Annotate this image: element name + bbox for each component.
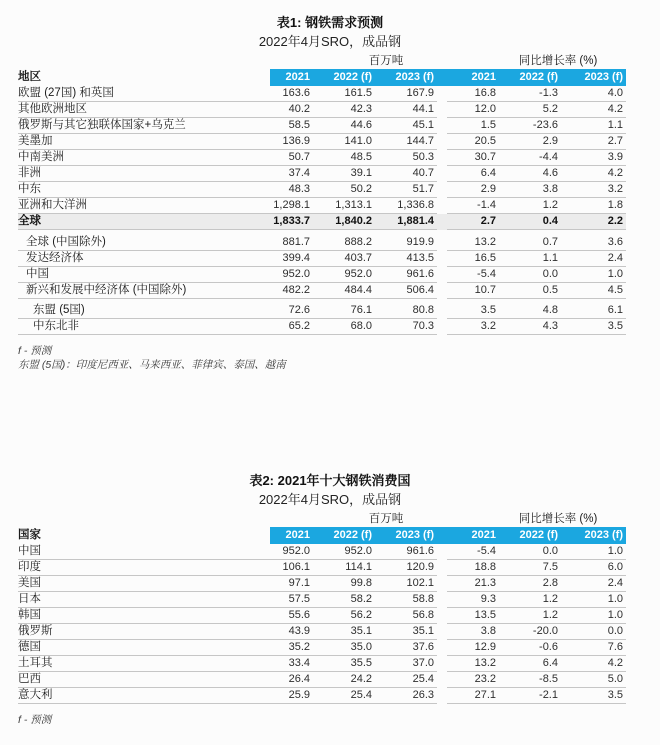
row-label: 亚洲和大洋洲 — [18, 198, 251, 214]
cell-value: 141.0 — [313, 134, 375, 150]
column-group-gutter — [437, 134, 447, 150]
cell-value: 881.7 — [251, 235, 313, 251]
cell-value: 65.2 — [251, 319, 313, 335]
cell-value: 33.4 — [251, 656, 313, 672]
column-group-gutter — [437, 102, 447, 118]
cell-value: 37.0 — [375, 656, 437, 672]
row-label: 全球 (中国除外) — [18, 235, 251, 251]
cell-value: 6.0 — [561, 560, 626, 576]
column-group-gutter — [437, 267, 447, 283]
cell-value: 1.8 — [561, 198, 626, 214]
cell-value: 26.3 — [375, 688, 437, 704]
cell-value: 35.1 — [375, 624, 437, 640]
row-label: 俄罗斯 — [18, 624, 251, 640]
cell-value: -1.3 — [499, 86, 561, 102]
table1-title: 表1: 钢铁需求预测 — [276, 15, 384, 30]
cell-value: 3.5 — [561, 688, 626, 704]
yoy-growth-group-label: 同比增长率 (%) — [518, 55, 598, 67]
cell-value: 0.5 — [499, 283, 561, 299]
asean-definition-footnote: 东盟 (5国)：印度尼西亚、马来西亚、菲律宾、泰国、越南 — [18, 358, 286, 371]
column-header-2023f-mt: 2023 (f) — [395, 529, 434, 541]
column-group-gutter — [437, 576, 447, 592]
table-row — [18, 86, 626, 102]
row-label: 东盟 (5国) — [18, 303, 251, 319]
cell-value: 27.1 — [447, 688, 499, 704]
cell-value: 4.2 — [561, 102, 626, 118]
forecast-footnote: f - 预测 — [18, 345, 52, 357]
row-header-label: 地区 — [18, 71, 41, 83]
cell-value: 25.4 — [375, 672, 437, 688]
cell-value: 952.0 — [313, 267, 375, 283]
cell-value: 120.9 — [375, 560, 437, 576]
column-header-2022f-mt: 2022 (f) — [333, 71, 372, 83]
table-row — [18, 544, 626, 560]
cell-value: -2.1 — [499, 688, 561, 704]
cell-value: 55.6 — [251, 608, 313, 624]
cell-value: 12.9 — [447, 640, 499, 656]
cell-value: 97.1 — [251, 576, 313, 592]
cell-value: 44.6 — [313, 118, 375, 134]
row-label: 日本 — [18, 592, 251, 608]
table2-title: 表2: 2021年十大钢铁消费国 — [249, 473, 411, 488]
cell-value: 4.2 — [561, 656, 626, 672]
row-header-label: 国家 — [18, 529, 41, 541]
cell-value: 13.2 — [447, 235, 499, 251]
row-label: 中东北非 — [18, 319, 251, 335]
cell-value: 399.4 — [251, 251, 313, 267]
cell-value: 1.1 — [499, 251, 561, 267]
cell-value: 5.2 — [499, 102, 561, 118]
table-row — [18, 235, 626, 251]
cell-value: 42.3 — [313, 102, 375, 118]
cell-value: 50.2 — [313, 182, 375, 198]
cell-value: 35.0 — [313, 640, 375, 656]
cell-value: 56.2 — [313, 608, 375, 624]
cell-value: 3.5 — [447, 303, 499, 319]
column-header-2021-pct: 2021 — [471, 529, 496, 541]
cell-value: 506.4 — [375, 283, 437, 299]
cell-value: 80.8 — [375, 303, 437, 319]
cell-value: 6.4 — [447, 166, 499, 182]
cell-value: 1,298.1 — [251, 198, 313, 214]
cell-value: 9.3 — [447, 592, 499, 608]
column-group-gutter — [437, 592, 447, 608]
cell-value: 952.0 — [251, 267, 313, 283]
table1-column-header-row — [18, 69, 626, 86]
cell-value: 12.0 — [447, 102, 499, 118]
table-row — [18, 150, 626, 166]
column-group-gutter — [437, 251, 447, 267]
column-header-2022f-pct: 2022 (f) — [519, 71, 558, 83]
cell-value: 16.5 — [447, 251, 499, 267]
column-group-gutter — [437, 640, 447, 656]
column-group-gutter — [437, 198, 447, 214]
column-group-gutter — [437, 688, 447, 704]
column-group-gutter — [437, 608, 447, 624]
cell-value: 0.0 — [499, 267, 561, 283]
table-row — [18, 166, 626, 182]
cell-value: 1,833.7 — [251, 214, 313, 230]
cell-value: 106.1 — [251, 560, 313, 576]
table-row — [18, 102, 626, 118]
row-label: 意大利 — [18, 688, 251, 704]
cell-value: -0.6 — [499, 640, 561, 656]
column-header-2021-mt: 2021 — [285, 529, 310, 541]
row-label: 中南美洲 — [18, 150, 251, 166]
cell-value: 2.9 — [447, 182, 499, 198]
column-group-gutter — [437, 214, 447, 230]
table2-footnotes — [18, 714, 660, 728]
row-label: 中国 — [18, 544, 251, 560]
cell-value: 919.9 — [375, 235, 437, 251]
cell-value: 952.0 — [251, 544, 313, 560]
cell-value: -8.5 — [499, 672, 561, 688]
cell-value: 136.9 — [251, 134, 313, 150]
cell-value: 5.0 — [561, 672, 626, 688]
cell-value: 26.4 — [251, 672, 313, 688]
cell-value: 99.8 — [313, 576, 375, 592]
cell-value: -23.6 — [499, 118, 561, 134]
cell-value: 1,336.8 — [375, 198, 437, 214]
table2-group-header-row — [18, 511, 626, 527]
cell-value: 403.7 — [313, 251, 375, 267]
cell-value: 961.6 — [375, 544, 437, 560]
cell-value: 1.2 — [499, 592, 561, 608]
table-row — [18, 303, 626, 319]
cell-value: 35.1 — [313, 624, 375, 640]
cell-value: 25.9 — [251, 688, 313, 704]
cell-value: 2.9 — [499, 134, 561, 150]
cell-value: 23.2 — [447, 672, 499, 688]
cell-value: 72.6 — [251, 303, 313, 319]
cell-value: 70.3 — [375, 319, 437, 335]
column-group-gutter — [437, 303, 447, 319]
cell-value: 167.9 — [375, 86, 437, 102]
table2 — [18, 511, 626, 704]
cell-value: 2.4 — [561, 576, 626, 592]
table1 — [18, 53, 626, 335]
column-group-gutter — [437, 527, 447, 544]
cell-value: 16.8 — [447, 86, 499, 102]
cell-value: 0.4 — [499, 214, 561, 230]
cell-value: 57.5 — [251, 592, 313, 608]
column-group-gutter — [437, 69, 447, 86]
cell-value: 48.5 — [313, 150, 375, 166]
row-label: 全球 — [18, 214, 251, 230]
cell-value: -20.0 — [499, 624, 561, 640]
table-row — [18, 576, 626, 592]
table-row — [18, 134, 626, 150]
column-group-gutter — [437, 560, 447, 576]
cell-value: 484.4 — [313, 283, 375, 299]
table-row — [18, 198, 626, 214]
table1-subtitle: 2022年4月SRO，成品钢 — [258, 34, 402, 49]
million-tonnes-group-label: 百万吨 — [368, 55, 404, 67]
table1-rows — [18, 86, 626, 335]
cell-value: -5.4 — [447, 544, 499, 560]
row-label: 巴西 — [18, 672, 251, 688]
column-header-2022f-pct: 2022 (f) — [519, 529, 558, 541]
column-group-gutter — [437, 672, 447, 688]
table-row — [18, 319, 626, 335]
cell-value: 1.2 — [499, 608, 561, 624]
cell-value: 1.0 — [561, 592, 626, 608]
cell-value: 24.2 — [313, 672, 375, 688]
cell-value: 13.2 — [447, 656, 499, 672]
cell-value: 1.0 — [561, 267, 626, 283]
cell-value: 25.4 — [313, 688, 375, 704]
table-row — [18, 672, 626, 688]
table-row — [18, 560, 626, 576]
cell-value: 76.1 — [313, 303, 375, 319]
table2-subtitle: 2022年4月SRO，成品钢 — [258, 492, 402, 507]
cell-value: 3.6 — [561, 235, 626, 251]
row-label: 中东 — [18, 182, 251, 198]
cell-value: 58.5 — [251, 118, 313, 134]
column-header-2021-pct: 2021 — [471, 71, 496, 83]
table1-group-header-row — [18, 53, 626, 69]
cell-value: 2.7 — [447, 214, 499, 230]
table-row — [18, 283, 626, 299]
cell-value: 6.1 — [561, 303, 626, 319]
cell-value: 35.5 — [313, 656, 375, 672]
cell-value: 3.2 — [561, 182, 626, 198]
column-group-gutter — [437, 283, 447, 299]
yoy-growth-group-label: 同比增长率 (%) — [518, 513, 598, 525]
cell-value: 10.7 — [447, 283, 499, 299]
table-row — [18, 251, 626, 267]
cell-value: 1.1 — [561, 118, 626, 134]
table2-rows — [18, 544, 626, 704]
cell-value: 4.5 — [561, 283, 626, 299]
cell-value: 144.7 — [375, 134, 437, 150]
total-row — [18, 214, 626, 230]
cell-value: 3.8 — [447, 624, 499, 640]
row-label: 美国 — [18, 576, 251, 592]
column-group-gutter — [437, 86, 447, 102]
steel-demand-forecast-table-section — [0, 0, 660, 372]
cell-value: 3.5 — [561, 319, 626, 335]
cell-value: 413.5 — [375, 251, 437, 267]
cell-value: 0.7 — [499, 235, 561, 251]
cell-value: 13.5 — [447, 608, 499, 624]
table-row — [18, 592, 626, 608]
cell-value: 161.5 — [313, 86, 375, 102]
table-row — [18, 688, 626, 704]
cell-value: 1,881.4 — [375, 214, 437, 230]
cell-value: 952.0 — [313, 544, 375, 560]
column-group-gutter — [437, 118, 447, 134]
cell-value: 48.3 — [251, 182, 313, 198]
cell-value: 2.8 — [499, 576, 561, 592]
row-label: 发达经济体 — [18, 251, 251, 267]
cell-value: 18.8 — [447, 560, 499, 576]
cell-value: 39.1 — [313, 166, 375, 182]
cell-value: 3.2 — [447, 319, 499, 335]
cell-value: 45.1 — [375, 118, 437, 134]
cell-value: 40.7 — [375, 166, 437, 182]
cell-value: 0.0 — [561, 624, 626, 640]
cell-value: 4.3 — [499, 319, 561, 335]
row-label: 俄罗斯与其它独联体国家+乌克兰 — [18, 118, 251, 134]
cell-value: 58.2 — [313, 592, 375, 608]
cell-value: 4.6 — [499, 166, 561, 182]
cell-value: 30.7 — [447, 150, 499, 166]
cell-value: -5.4 — [447, 267, 499, 283]
cell-value: 7.5 — [499, 560, 561, 576]
column-header-2021-mt: 2021 — [285, 71, 310, 83]
row-label: 土耳其 — [18, 656, 251, 672]
cell-value: 50.3 — [375, 150, 437, 166]
row-label: 欧盟 (27国) 和英国 — [18, 86, 251, 102]
column-group-gutter — [437, 150, 447, 166]
cell-value: 1,313.1 — [313, 198, 375, 214]
cell-value: 102.1 — [375, 576, 437, 592]
cell-value: 961.6 — [375, 267, 437, 283]
cell-value: 43.9 — [251, 624, 313, 640]
cell-value: 20.5 — [447, 134, 499, 150]
row-label: 非洲 — [18, 166, 251, 182]
column-header-2023f-pct: 2023 (f) — [584, 529, 623, 541]
cell-value: 2.4 — [561, 251, 626, 267]
cell-value: 4.2 — [561, 166, 626, 182]
row-label: 新兴和发展中经济体 (中国除外) — [18, 283, 251, 299]
cell-value: -4.4 — [499, 150, 561, 166]
cell-value: 1.5 — [447, 118, 499, 134]
table2-column-header-row — [18, 527, 626, 544]
cell-value: 1.2 — [499, 198, 561, 214]
cell-value: 1.0 — [561, 544, 626, 560]
cell-value: 163.6 — [251, 86, 313, 102]
cell-value: 7.6 — [561, 640, 626, 656]
cell-value: 56.8 — [375, 608, 437, 624]
cell-value: 1.0 — [561, 608, 626, 624]
cell-value: 2.2 — [561, 214, 626, 230]
cell-value: 50.7 — [251, 150, 313, 166]
cell-value: 3.9 — [561, 150, 626, 166]
cell-value: 21.3 — [447, 576, 499, 592]
table-row — [18, 182, 626, 198]
cell-value: 40.2 — [251, 102, 313, 118]
table-row — [18, 624, 626, 640]
top-consumers-table-section — [0, 472, 660, 728]
column-group-gutter — [437, 544, 447, 560]
row-label: 中国 — [18, 267, 251, 283]
table-row — [18, 640, 626, 656]
cell-value: 114.1 — [313, 560, 375, 576]
row-label: 德国 — [18, 640, 251, 656]
cell-value: 6.4 — [499, 656, 561, 672]
cell-value: 58.8 — [375, 592, 437, 608]
row-label: 其他欧洲地区 — [18, 102, 251, 118]
cell-value: 888.2 — [313, 235, 375, 251]
million-tonnes-group-label: 百万吨 — [368, 513, 404, 525]
row-label: 印度 — [18, 560, 251, 576]
cell-value: 37.4 — [251, 166, 313, 182]
column-header-2023f-mt: 2023 (f) — [395, 71, 434, 83]
column-header-2023f-pct: 2023 (f) — [584, 71, 623, 83]
cell-value: 1,840.2 — [313, 214, 375, 230]
column-group-gutter — [437, 166, 447, 182]
table-row — [18, 118, 626, 134]
column-group-gutter — [437, 182, 447, 198]
cell-value: 2.7 — [561, 134, 626, 150]
column-header-2022f-mt: 2022 (f) — [333, 529, 372, 541]
column-group-gutter — [437, 319, 447, 335]
forecast-footnote: f - 预测 — [18, 714, 52, 726]
cell-value: 37.6 — [375, 640, 437, 656]
cell-value: -1.4 — [447, 198, 499, 214]
cell-value: 4.8 — [499, 303, 561, 319]
table-row — [18, 608, 626, 624]
table-row — [18, 267, 626, 283]
cell-value: 0.0 — [499, 544, 561, 560]
column-group-gutter — [437, 235, 447, 251]
column-group-gutter — [437, 624, 447, 640]
cell-value: 4.0 — [561, 86, 626, 102]
row-label: 美墨加 — [18, 134, 251, 150]
cell-value: 3.8 — [499, 182, 561, 198]
column-group-gutter — [437, 656, 447, 672]
table-row — [18, 656, 626, 672]
cell-value: 35.2 — [251, 640, 313, 656]
cell-value: 51.7 — [375, 182, 437, 198]
cell-value: 44.1 — [375, 102, 437, 118]
table1-footnotes — [18, 345, 660, 372]
cell-value: 482.2 — [251, 283, 313, 299]
row-label: 韩国 — [18, 608, 251, 624]
cell-value: 68.0 — [313, 319, 375, 335]
